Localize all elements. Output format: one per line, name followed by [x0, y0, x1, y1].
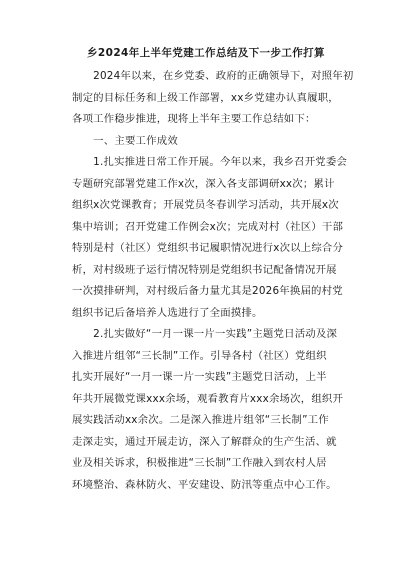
text-line: 2.扎实做好“一月一课一片一实践”主题党日活动及深 — [72, 328, 338, 340]
document-title: 乡2024年上半年党建工作总结及下一步工作打算 — [87, 47, 325, 59]
item-1-paragraph — [72, 152, 348, 324]
document-page — [72, 46, 354, 496]
text-line: 特别是村（社区）党组织书记履职情况进行x次以上综合分 — [72, 242, 344, 254]
text-line: 组织x次党课教育；开展党员冬春训学习活动，共开展x次 — [72, 199, 339, 211]
text-line: 展实践活动xx余次。二是深入推进片组邻“三长制”工作 — [72, 414, 329, 426]
section-heading — [72, 131, 340, 153]
text-line: 入推进片组邻“三长制”工作。引导各村（社区）党组织 — [72, 349, 327, 362]
text-line: 2024年以来，在乡党委、政府的正确领导下，对照年初 — [72, 70, 354, 82]
text-line: 各项工作稳步推进，现将上半年主要工作总结如下： — [72, 113, 316, 125]
item-2-paragraph — [72, 324, 344, 496]
text-line: 1.扎实推进日常工作开展。今年以来，我乡召开党委会 — [72, 156, 348, 168]
text-line: 专题研究部署党建工作x次，深入各支部调研xx次；累计 — [72, 177, 335, 190]
section-heading-text: 一、主要工作成效 — [72, 134, 178, 147]
text-line: 走深走实，通过开展走访，深入了解群众的生产生活、就 — [72, 435, 337, 448]
text-line: 组织书记后备培养人选进行了全面摸排。 — [72, 306, 263, 319]
text-line: 扎实开展好“一月一课一片一实践”主题党日活动，上半 — [72, 371, 327, 383]
intro-paragraph — [72, 66, 354, 131]
text-line: 环境整治、森林防火、平安建设、防汛等重点中心工作。 — [72, 478, 337, 491]
text-line: 年共开展微党课xxx余场，观看教育片xxx余场次，组织开 — [72, 392, 344, 405]
text-line: 析，对村级班子运行情况特别是党组织书记配备情况开展 — [72, 263, 337, 276]
text-line: 一次摸排研判，对村级后备力量尤其是2026年换届的村党 — [72, 285, 343, 297]
text-line: 业及相关诉求，积极推进“三长制”工作融入到农村人居 — [72, 457, 327, 469]
text-line: 制定的目标任务和上级工作部署，xx乡党建办认真履职， — [72, 91, 339, 104]
text-line: 集中培训；召开党建工作例会x次；完成对村（社区）干部 — [72, 220, 344, 233]
